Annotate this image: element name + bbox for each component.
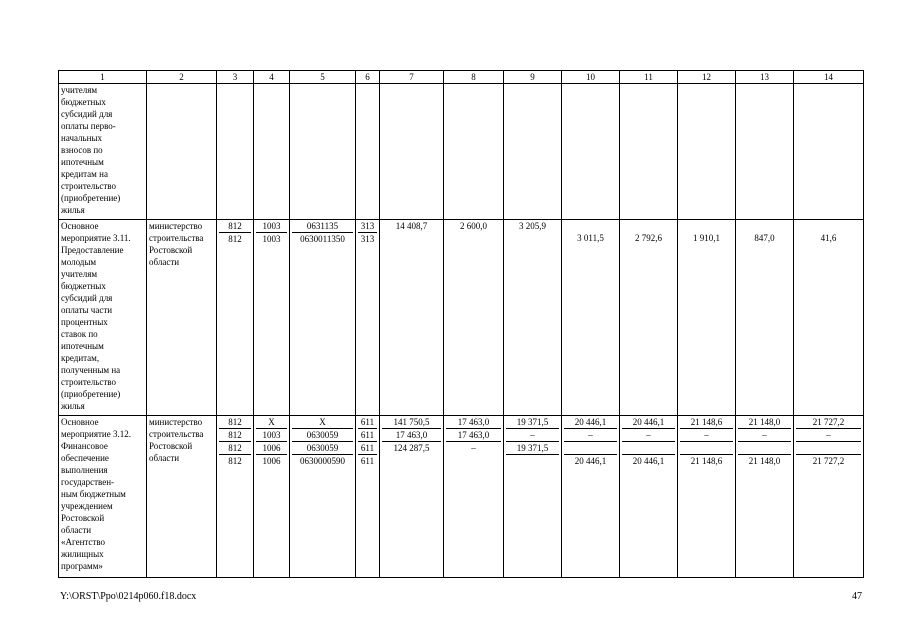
executor-cell: министерство строительства Ростовской области bbox=[147, 416, 217, 578]
year-value bbox=[564, 442, 617, 455]
column-number: 8 bbox=[444, 71, 504, 84]
year-value: 847,0 bbox=[754, 233, 775, 243]
rzpr-value: 1006 bbox=[256, 442, 287, 455]
total-value: 17 463,0 bbox=[382, 429, 441, 442]
column-number: 2 bbox=[147, 71, 217, 84]
grbs-value: 812 bbox=[219, 416, 251, 429]
year-value: 20 446,1 bbox=[632, 456, 665, 466]
year-value: 21 727,2 bbox=[812, 456, 845, 466]
csr-value: 0630059 bbox=[292, 442, 353, 455]
rzpr-cell bbox=[254, 220, 290, 416]
year-cell bbox=[504, 416, 562, 578]
year-cell bbox=[620, 416, 678, 578]
vr-value: 611 bbox=[358, 442, 377, 455]
column-number: 7 bbox=[380, 71, 444, 84]
column-number: 6 bbox=[356, 71, 380, 84]
csr-value: X bbox=[292, 416, 353, 429]
year-value: 21 727,2 bbox=[796, 416, 861, 429]
year-value: 41,6 bbox=[820, 233, 837, 243]
vr-value: 611 bbox=[358, 429, 377, 442]
grbs-value: 812 bbox=[219, 442, 251, 455]
column-number: 10 bbox=[562, 71, 620, 84]
vr-cell bbox=[356, 416, 380, 578]
year-cell bbox=[678, 416, 736, 578]
year-cell bbox=[794, 220, 864, 416]
year-cell bbox=[444, 416, 504, 578]
year-value bbox=[796, 442, 861, 455]
rzpr-value: 1003 bbox=[256, 220, 287, 233]
total-cell bbox=[380, 416, 444, 578]
year-cell bbox=[794, 416, 864, 578]
year-cell bbox=[562, 220, 620, 416]
grbs-value: 812 bbox=[219, 220, 251, 233]
grbs-cell bbox=[217, 416, 254, 578]
total-cell: 14 408,7 bbox=[380, 220, 444, 416]
year-cell: 3 205,9 bbox=[504, 220, 562, 416]
vr-value: 313 bbox=[358, 220, 377, 233]
vr-value: 611 bbox=[360, 456, 375, 466]
year-value: – bbox=[680, 429, 733, 442]
year-value: 20 446,1 bbox=[574, 456, 607, 466]
year-cell bbox=[562, 416, 620, 578]
year-value: 17 463,0 bbox=[446, 416, 501, 429]
grbs-cell bbox=[217, 220, 254, 416]
grbs-value: 812 bbox=[228, 234, 242, 244]
year-value: 21 148,6 bbox=[680, 416, 733, 429]
year-value: 20 446,1 bbox=[564, 416, 617, 429]
year-value: 21 148,0 bbox=[748, 456, 781, 466]
vr-cell bbox=[356, 220, 380, 416]
year-cell bbox=[678, 220, 736, 416]
budget-table-page bbox=[58, 70, 863, 578]
table-row bbox=[59, 84, 864, 220]
year-value: – bbox=[506, 429, 559, 442]
measure-name-cell: учителям бюджетных субсидий для оплаты перво- начальных взносов по ипотечным кредитам на строительство (приобретение) жилья bbox=[59, 84, 147, 220]
year-value: 21 148,6 bbox=[690, 456, 723, 466]
table-row bbox=[59, 416, 864, 578]
year-cell bbox=[620, 220, 678, 416]
measure-name-cell: Основное мероприятие 3.12. Финансовое обеспечение выполнения государствен- ным бюджетным учреждением Ростовской области «Агентство жилищных программ» bbox=[59, 416, 147, 578]
year-cell bbox=[736, 416, 794, 578]
grbs-value: 812 bbox=[228, 456, 242, 466]
rzpr-value: 1006 bbox=[262, 456, 281, 466]
year-value: 19 371,5 bbox=[506, 416, 559, 429]
column-number: 9 bbox=[504, 71, 562, 84]
year-value: – bbox=[471, 443, 476, 453]
table-row bbox=[59, 220, 864, 416]
csr-value: 0631135 bbox=[292, 220, 353, 233]
rzpr-cell bbox=[254, 416, 290, 578]
measure-name-cell: Основное мероприятие 3.11. Предоставление молодым учителям бюджетных субсидий для оплаты части процентных ставок по ипотечным кредитам, полученным на строительство (приобретение) жилья bbox=[59, 220, 147, 416]
page-number: 47 bbox=[852, 591, 862, 602]
rzpr-value: 1003 bbox=[262, 234, 281, 244]
year-value: – bbox=[796, 429, 861, 442]
year-cell: 2 600,0 bbox=[444, 220, 504, 416]
vr-value: 611 bbox=[358, 416, 377, 429]
csr-value: 0630059 bbox=[292, 429, 353, 442]
column-number: 1 bbox=[59, 71, 147, 84]
csr-value: 0630011350 bbox=[300, 234, 345, 244]
year-value: – bbox=[622, 429, 675, 442]
grbs-value: 812 bbox=[219, 429, 251, 442]
year-value bbox=[622, 442, 675, 455]
column-number: 11 bbox=[620, 71, 678, 84]
total-value: 124 287,5 bbox=[393, 443, 430, 453]
year-value bbox=[680, 442, 733, 455]
executor-cell: министерство строительства Ростовской области bbox=[147, 220, 217, 416]
year-value: – bbox=[738, 429, 791, 442]
column-number: 12 bbox=[678, 71, 736, 84]
budget-table bbox=[58, 70, 864, 578]
total-value: 141 750,5 bbox=[382, 416, 441, 429]
year-value: 17 463,0 bbox=[446, 429, 501, 442]
column-number: 3 bbox=[217, 71, 254, 84]
year-value: 1 910,1 bbox=[693, 233, 720, 243]
year-value bbox=[738, 442, 791, 455]
year-value: 21 148,0 bbox=[738, 416, 791, 429]
year-value: – bbox=[564, 429, 617, 442]
year-value: 20 446,1 bbox=[622, 416, 675, 429]
rzpr-value: X bbox=[256, 416, 287, 429]
column-number: 4 bbox=[254, 71, 290, 84]
csr-value: 0630000590 bbox=[300, 456, 345, 466]
year-value: 2 792,6 bbox=[635, 233, 662, 243]
year-value: 3 011,5 bbox=[577, 233, 604, 243]
column-number-row bbox=[59, 71, 864, 84]
year-value: 19 371,5 bbox=[506, 442, 559, 455]
column-number: 5 bbox=[290, 71, 356, 84]
column-number: 13 bbox=[736, 71, 794, 84]
csr-cell bbox=[290, 416, 356, 578]
year-cell bbox=[736, 220, 794, 416]
column-number: 14 bbox=[794, 71, 864, 84]
csr-cell bbox=[290, 220, 356, 416]
vr-value: 313 bbox=[360, 234, 375, 244]
document-path: Y:\ORST\Ppo\0214p060.f18.docx bbox=[60, 591, 197, 602]
rzpr-value: 1003 bbox=[256, 429, 287, 442]
